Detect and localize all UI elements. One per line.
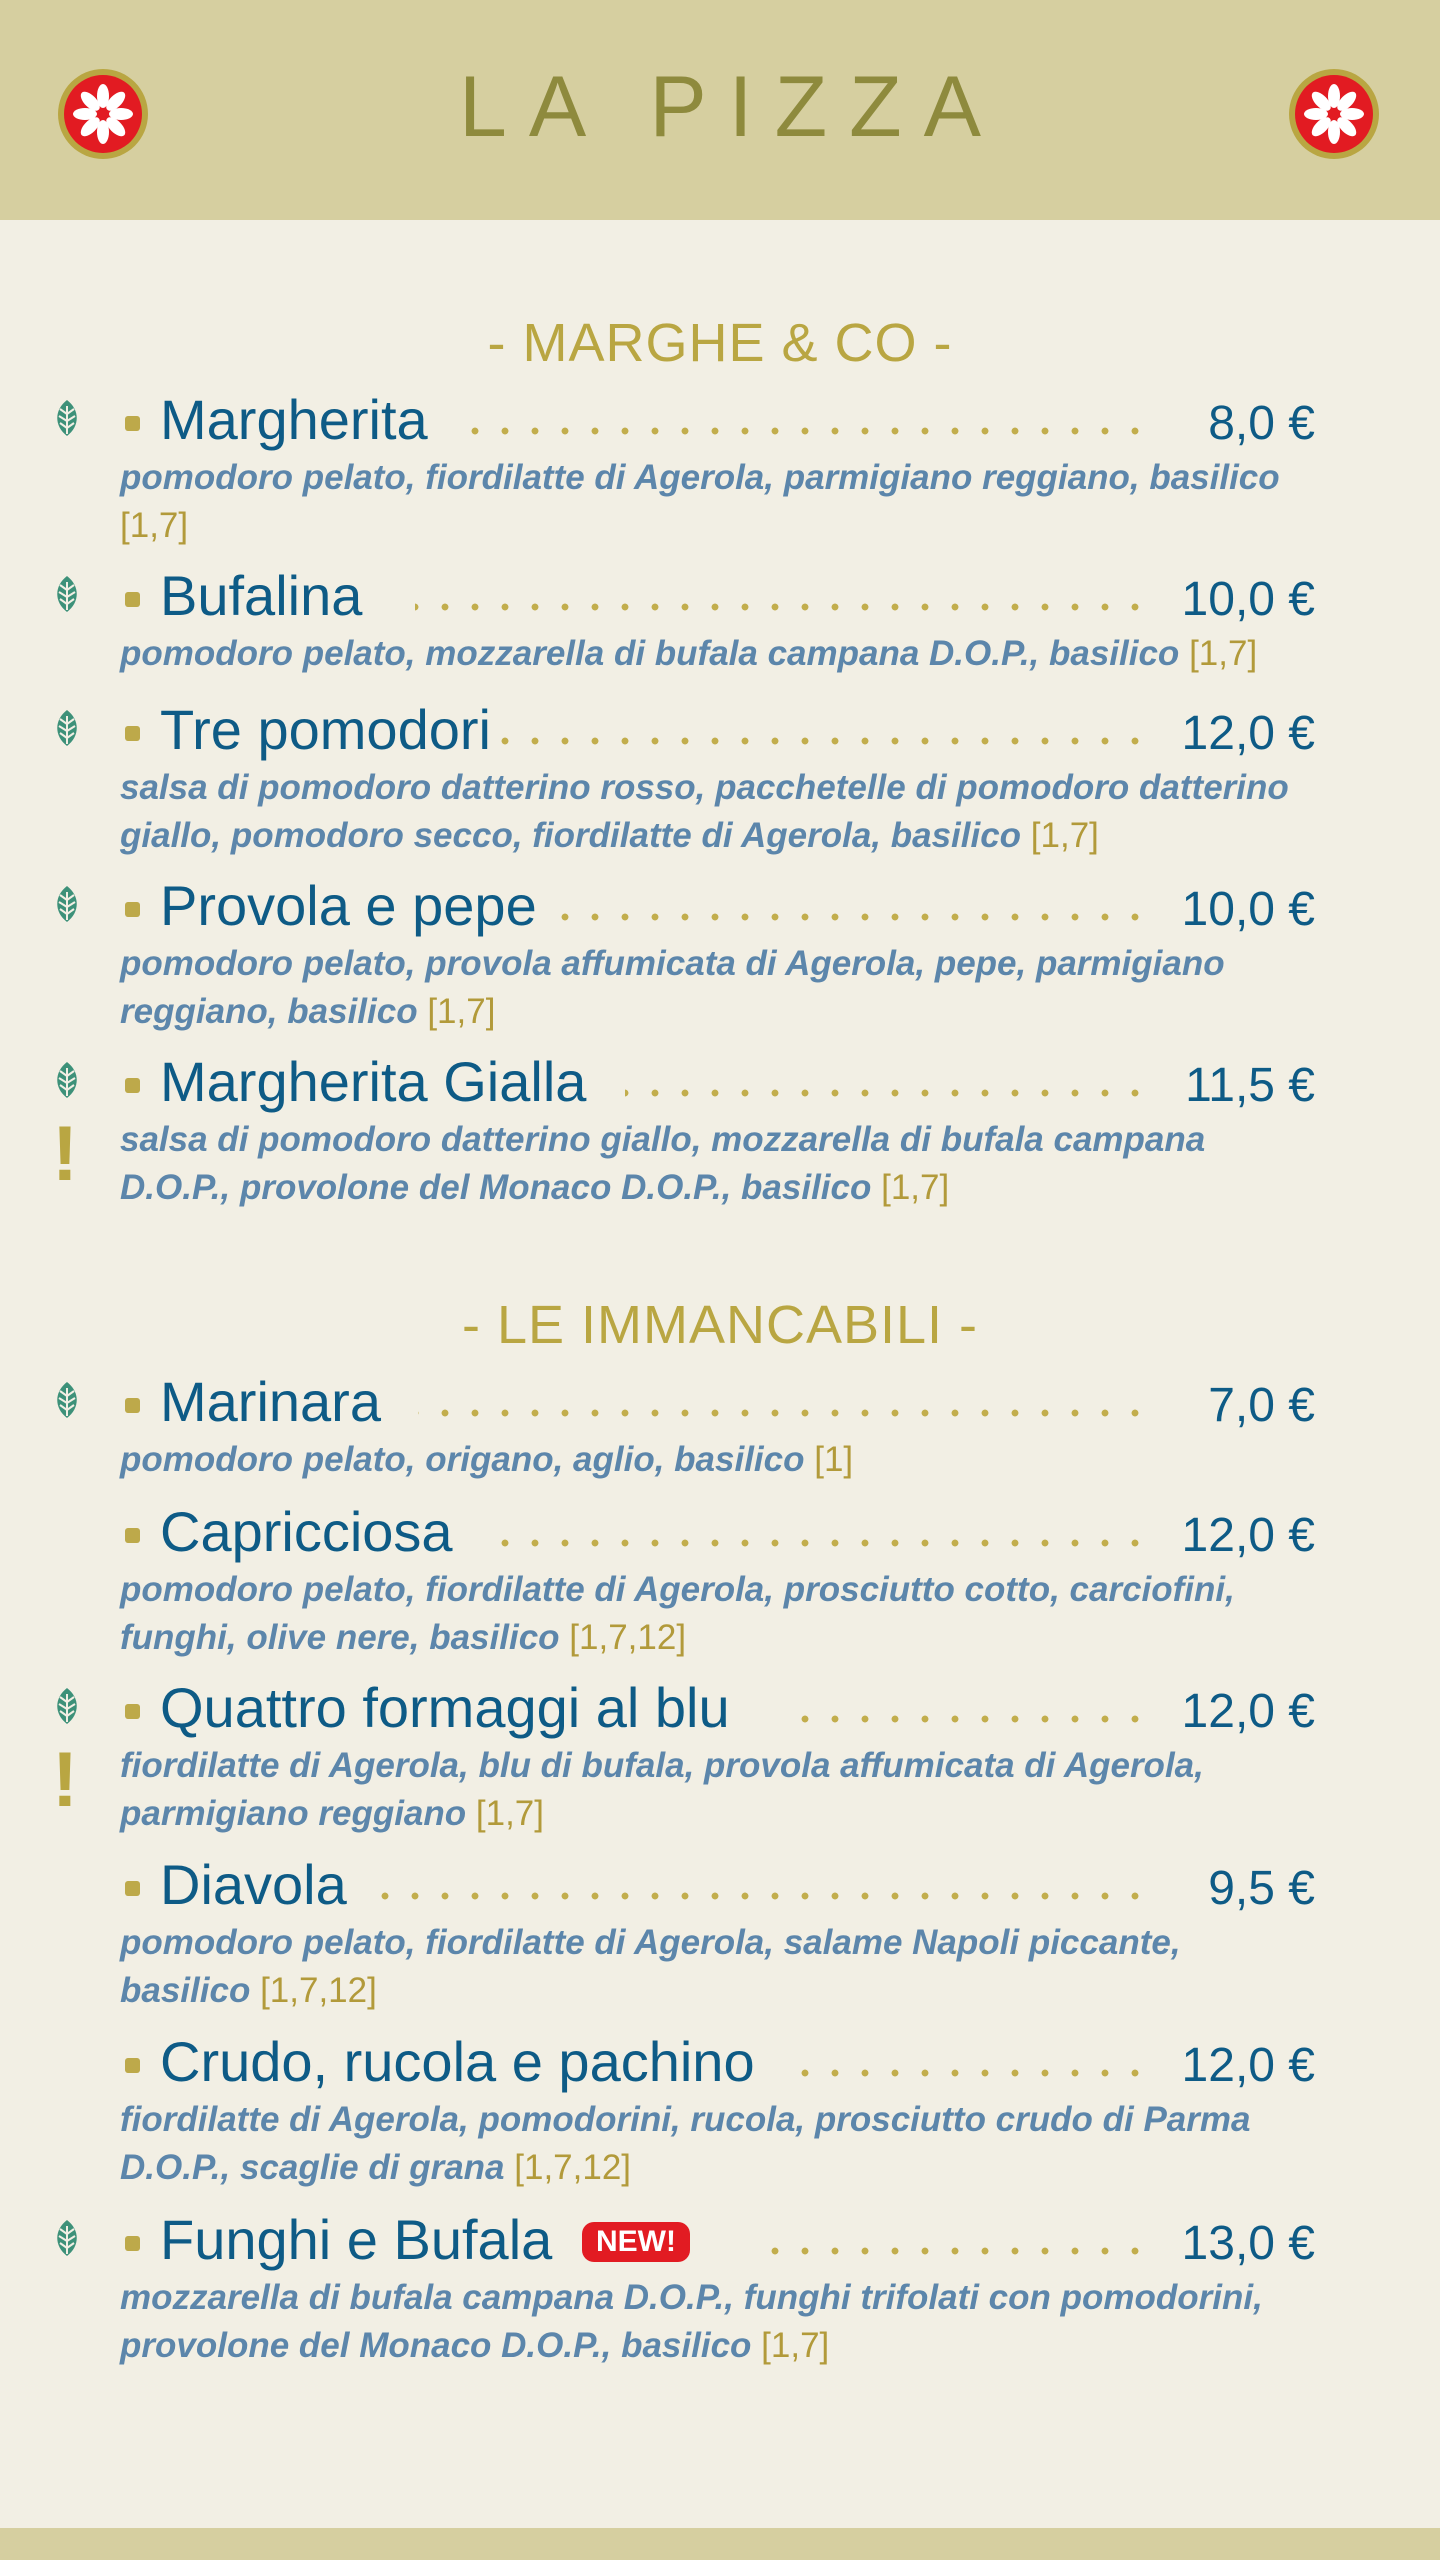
leaf-icon xyxy=(50,708,84,748)
new-badge: NEW! xyxy=(582,2222,690,2262)
bullet-icon xyxy=(125,1398,140,1413)
allergen-codes: [1,7] xyxy=(1030,816,1099,855)
description-text: mozzarella di bufala campana D.O.P., funghi trifolati con pomodorini, provolone del Monaco D.O.P., basilico xyxy=(120,2278,1263,2365)
description-text: pomodoro pelato, fiordilatte di Agerola, prosciutto cotto, carciofini, funghi, olive nere, basilico xyxy=(120,1570,1235,1657)
exclamation-icon: ! xyxy=(52,1735,78,1823)
allergen-codes: [1] xyxy=(814,1440,854,1479)
bullet-icon xyxy=(125,902,140,917)
item-name: Margherita Gialla xyxy=(160,1054,594,1110)
allergen-codes: [1,7,12] xyxy=(569,1618,687,1657)
item-description xyxy=(120,1436,1320,1484)
bullet-icon xyxy=(125,1528,140,1543)
item-description xyxy=(120,454,1320,550)
item-price: 10,0 € xyxy=(1181,883,1315,936)
description-text: pomodoro pelato, provola affumicata di Agerola, pepe, parmigiano reggiano, basilico xyxy=(120,944,1225,1031)
section-title: - MARGHE & CO - xyxy=(487,313,953,373)
allergen-codes: [1,7,12] xyxy=(260,1971,377,2010)
dot-leader xyxy=(625,1089,1150,1097)
item-price: 12,0 € xyxy=(1181,1685,1315,1738)
dot-leader xyxy=(455,427,1150,435)
item-price: 9,5 € xyxy=(1208,1862,1315,1915)
item-description xyxy=(120,630,1320,678)
bullet-icon xyxy=(125,416,140,431)
description-text: pomodoro pelato, fiordilatte di Agerola, parmigiano reggiano, basilico xyxy=(120,458,1280,497)
dot-leader xyxy=(500,737,1150,745)
item-price: 10,0 € xyxy=(1181,573,1315,626)
allergen-codes: [1,7,12] xyxy=(514,2148,632,2187)
leaf-icon xyxy=(50,1686,84,1726)
item-name: Bufalina xyxy=(160,568,370,624)
dot-leader xyxy=(418,1409,1150,1417)
item-price: 8,0 € xyxy=(1208,397,1315,450)
item-name: Margherita xyxy=(160,392,436,448)
item-price: 12,0 € xyxy=(1181,1509,1315,1562)
description-text: pomodoro pelato, fiordilatte di Agerola, salame Napoli piccante, basilico xyxy=(120,1923,1181,2010)
allergen-codes: [1,7] xyxy=(1189,634,1258,673)
item-description xyxy=(120,1116,1320,1212)
item-description xyxy=(120,2274,1320,2370)
description-text: pomodoro pelato, mozzarella di bufala campana D.O.P., basilico xyxy=(120,634,1180,673)
bullet-icon xyxy=(125,726,140,741)
footer-bar xyxy=(0,2528,1440,2560)
bullet-icon xyxy=(125,592,140,607)
item-name: Funghi e Bufala xyxy=(160,2212,560,2268)
item-price: 11,5 € xyxy=(1185,1059,1315,1112)
header-bar xyxy=(0,0,1440,220)
item-price: 13,0 € xyxy=(1181,2217,1315,2270)
dot-leader xyxy=(415,603,1150,611)
item-name: Marinara xyxy=(160,1374,389,1430)
flower-logo-icon xyxy=(1288,68,1380,160)
bullet-icon xyxy=(125,1078,140,1093)
allergen-codes: [1,7] xyxy=(427,992,496,1031)
item-description xyxy=(120,764,1320,860)
page-title: LA PIZZA xyxy=(458,59,1004,155)
leaf-icon xyxy=(50,574,84,614)
description-text: salsa di pomodoro datterino rosso, pacchetelle di pomodoro datterino giallo, pomodoro secco, fiordilatte di Agerola, basilico xyxy=(120,768,1289,855)
item-price: 7,0 € xyxy=(1208,1379,1315,1432)
leaf-icon xyxy=(50,2218,84,2258)
dot-leader xyxy=(750,2247,1150,2255)
item-price: 12,0 € xyxy=(1181,2039,1315,2092)
description-text: fiordilatte di Agerola, pomodorini, rucola, prosciutto crudo di Parma D.O.P., scaglie di grana xyxy=(120,2100,1251,2187)
leaf-icon xyxy=(50,1380,84,1420)
item-name: Tre pomodori xyxy=(160,702,499,758)
item-name: Diavola xyxy=(160,1857,355,1913)
item-name: Quattro formaggi al blu xyxy=(160,1680,738,1736)
bullet-icon xyxy=(125,1704,140,1719)
dot-leader xyxy=(545,913,1150,921)
dot-leader xyxy=(795,1715,1150,1723)
item-description xyxy=(120,2096,1320,2192)
section-title: - LE IMMANCABILI - xyxy=(461,1295,979,1355)
item-name: Capricciosa xyxy=(160,1504,461,1560)
item-description xyxy=(120,1566,1320,1662)
item-price: 12,0 € xyxy=(1181,707,1315,760)
allergen-codes: [1,7] xyxy=(761,2326,830,2365)
allergen-codes: [1,7] xyxy=(881,1168,950,1207)
dot-leader xyxy=(795,2069,1150,2077)
bullet-icon xyxy=(125,2236,140,2251)
description-text: salsa di pomodoro datterino giallo, mozzarella di bufala campana D.O.P., provolone del Monaco D.O.P., basilico xyxy=(120,1120,1206,1207)
bullet-icon xyxy=(125,2058,140,2073)
leaf-icon xyxy=(50,1060,84,1100)
item-description xyxy=(120,1742,1320,1838)
item-name: Provola e pepe xyxy=(160,878,545,934)
leaf-icon xyxy=(50,398,84,438)
allergen-codes: [1,7] xyxy=(120,506,189,545)
allergen-codes: [1,7] xyxy=(475,1794,544,1833)
item-description xyxy=(120,940,1320,1036)
item-description xyxy=(120,1919,1320,2015)
dot-leader xyxy=(500,1539,1150,1547)
exclamation-icon: ! xyxy=(52,1109,78,1197)
leaf-icon xyxy=(50,884,84,924)
description-text: fiordilatte di Agerola, blu di bufala, provola affumicata di Agerola, parmigiano reggiano xyxy=(120,1746,1204,1833)
description-text: pomodoro pelato, origano, aglio, basilico xyxy=(120,1440,805,1479)
item-name: Crudo, rucola e pachino xyxy=(160,2034,763,2090)
bullet-icon xyxy=(125,1881,140,1896)
dot-leader xyxy=(370,1892,1150,1900)
